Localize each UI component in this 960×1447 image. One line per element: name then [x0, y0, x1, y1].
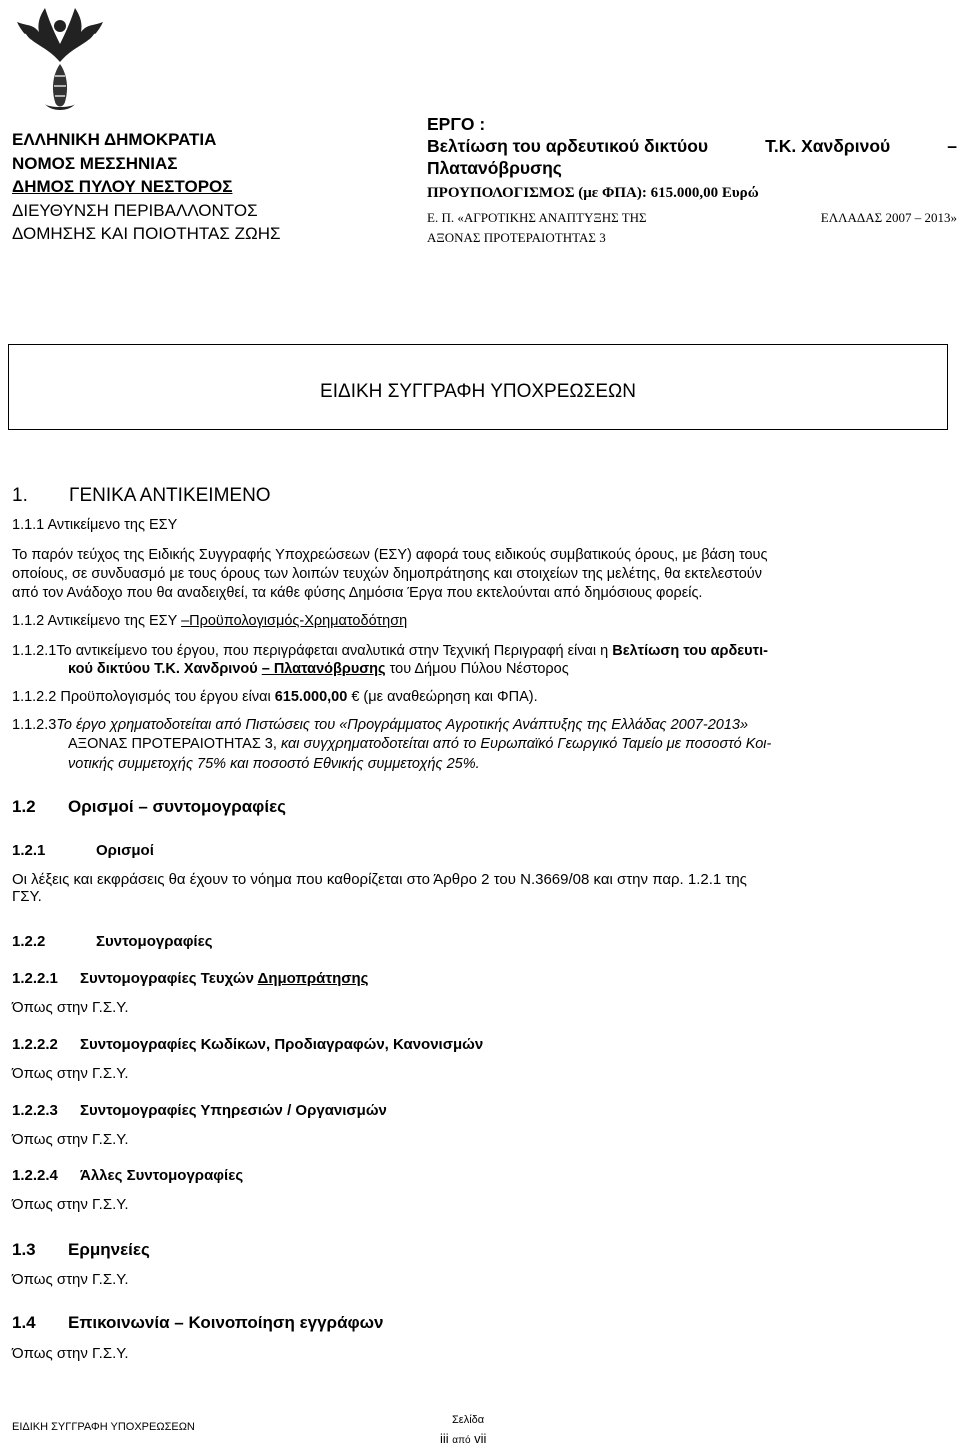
footer-page-word: Σελίδα	[452, 1414, 485, 1426]
s1122-bold: 615.000,00	[274, 689, 352, 705]
s112-heading-b: –Προϋπολογισμός-Χρηματοδότηση	[181, 613, 408, 629]
footer-total-pages: vii	[474, 1431, 487, 1446]
s1221-title-a: Συντομογραφίες Τευχών	[80, 970, 258, 987]
emblem-logo-icon	[15, 4, 105, 116]
document-title-box	[8, 344, 948, 430]
section-1-heading	[12, 485, 271, 507]
s111-body	[12, 546, 767, 603]
s13-body: Όπως στην Γ.Σ.Υ.	[12, 1271, 129, 1288]
s122-title: Συντομογραφίες	[96, 933, 213, 950]
s13-heading	[12, 1240, 150, 1260]
s1223-title: Συντομογραφίες Υπηρεσιών / Οργανισμών	[80, 1102, 387, 1119]
issuer-line-2: ΝΟΜΟΣ ΜΕΣΣΗΝΙΑΣ	[12, 153, 178, 173]
footer-doc-name: ΕΙΔΙΚΗ ΣΥΓΓΡΑΦΗ ΥΠΟΧΡΕΩΣΕΩΝ	[12, 1421, 195, 1433]
s12-title: Ορισμοί – συντομογραφίες	[68, 797, 286, 816]
s121-line-2: ΓΣΥ.	[12, 888, 42, 905]
s1223-body: Όπως στην Γ.Σ.Υ.	[12, 1131, 129, 1148]
s14-number: 1.4	[12, 1313, 36, 1332]
project-title-dash: –	[947, 136, 957, 156]
s112-heading-a: 1.1.2 Αντικείμενο της ΕΣΥ	[12, 613, 182, 629]
project-title-c: Πλατανόβρυσης	[427, 158, 562, 178]
s14-body: Όπως στην Γ.Σ.Υ.	[12, 1345, 129, 1362]
s1123-text-a: Το έργο χρηματοδοτείται από Πιστώσεις του «Προγράμματος Αγροτικής Ανάπτυξης της Ελλάδας 2007-2013»	[56, 717, 749, 733]
s1222-number: 1.2.2.2	[12, 1036, 58, 1053]
s122-heading	[12, 933, 213, 950]
s1221-heading	[12, 970, 368, 987]
issuer-line-1: ΕΛΛΗΝΙΚΗ ΔΗΜΟΚΡΑΤΙΑ	[12, 130, 217, 149]
footer-current-page: iii	[440, 1431, 449, 1446]
s112-heading	[12, 612, 407, 631]
s12-number: 1.2	[12, 797, 36, 816]
issuer-line-4: ΔΙΕΥΘΥΝΣΗ ΠΕΡΙΒΑΛΛΟΝΤΟΣ	[12, 200, 258, 220]
s13-title: Ερμηνείες	[68, 1240, 150, 1259]
s111-heading: 1.1.1 Αντικείμενο της ΕΣΥ	[12, 517, 178, 533]
s1221-title-b: Δημοπράτησης	[257, 970, 369, 987]
s1224-heading	[12, 1167, 243, 1184]
s111-line-2: οποίους, σε συνδυασμό με τους όρους των λοιπών τευχών δημοπράτησης και στοιχείων της μελέτης, θα εκτελεστούν	[12, 566, 762, 582]
s1222-body: Όπως στην Γ.Σ.Υ.	[12, 1065, 129, 1082]
s1224-body: Όπως στην Γ.Σ.Υ.	[12, 1196, 129, 1213]
s1121-line-2	[68, 660, 569, 679]
s1224-number: 1.2.2.4	[12, 1167, 58, 1184]
document-title: ΕΙΔΙΚΗ ΣΥΓΓΡΑΦΗ ΥΠΟΧΡΕΩΣΕΩΝ	[320, 381, 636, 402]
s1121-bold-b: κού δικτύου Τ.Κ. Χανδρινού	[68, 661, 262, 677]
s1221-number: 1.2.2.1	[12, 970, 58, 987]
s13-number: 1.3	[12, 1240, 36, 1259]
s1224-title: Άλλες Συντομογραφίες	[80, 1167, 244, 1184]
project-label: ΕΡΓΟ :	[427, 114, 486, 134]
project-title-b: Τ.Κ. Χανδρινού	[765, 136, 891, 156]
s14-title: Επικοινωνία – Κοινοποίηση εγγράφων	[68, 1313, 384, 1332]
s1123-line-3: νοτικής συμμετοχής 75% και ποσοστό Εθνικής συμμετοχής 25%.	[68, 756, 480, 772]
s1123-number: 1.1.2.3	[12, 717, 57, 733]
s14-heading	[12, 1313, 384, 1333]
issuer-line-5: ΔΟΜΗΣΗΣ ΚΑΙ ΠΟΙΟΤΗΤΑΣ ΖΩΗΣ	[12, 224, 281, 243]
s122-number: 1.2.2	[12, 933, 46, 950]
program-b: ΕΛΛΑΔΑΣ 2007 – 2013»	[820, 210, 957, 225]
s1122-tail: € (με αναθεώρηση και ΦΠΑ).	[351, 689, 538, 705]
s1221-body: Όπως στην Γ.Σ.Υ.	[12, 999, 129, 1016]
issuer-line-3: ΔΗΜΟΣ ΠΥΛΟΥ ΝΕΣΤΟΡΟΣ	[12, 177, 233, 196]
s121-body	[12, 871, 747, 905]
project-title-a: Βελτίωση του αρδευτικού δικτύου	[427, 136, 709, 156]
s1122-para	[12, 688, 538, 707]
s121-number: 1.2.1	[12, 842, 46, 859]
footer-of-word: από	[452, 1435, 471, 1446]
s1123-line-2	[68, 735, 771, 754]
project-budget: ΠΡΟΥΠΟΛΟΓΙΣΜΟΣ (με ΦΠΑ): 615.000,00 Ευρώ	[427, 185, 759, 201]
s1123-text-b1: ΑΞΟΝΑΣ ΠΡΟΤΕΡΑΙΟΤΗΤΑΣ 3,	[68, 736, 281, 752]
program-a: Ε. Π. «ΑΓΡΟΤΙΚΗΣ ΑΝΑΠΤΥΞΗΣ ΤΗΣ	[427, 210, 647, 225]
s1123-text-b2: και συγχρηματοδοτείται από το Ευρωπαϊκό Γεωργικό Ταμείο με ποσοστό Κοι-	[280, 736, 772, 752]
s1121-bold-c: – Πλατανόβρυσης	[261, 661, 386, 677]
s1121-para	[12, 642, 952, 661]
issuer-block	[12, 128, 280, 246]
program-row	[427, 208, 957, 228]
project-block	[427, 113, 957, 248]
program-c: ΑΞΟΝΑΣ ΠΡΟΤΕΡΑΙΟΤΗΤΑΣ 3	[427, 230, 606, 245]
s12-heading	[12, 797, 286, 817]
s1223-heading	[12, 1102, 387, 1119]
s1121-tail: του Δήμου Πύλου Νέστορος	[385, 661, 569, 677]
footer-page-number	[440, 1431, 486, 1446]
s111-line-1: Το παρόν τεύχος της Ειδικής Συγγραφής Υποχρεώσεων (ΕΣΥ) αφορά τους ειδικούς συμβατικούς όρους, με βάση τους	[12, 547, 768, 563]
s1123-line-1	[12, 716, 748, 735]
s1121-number: 1.1.2.1	[12, 643, 57, 659]
s1223-number: 1.2.2.3	[12, 1102, 58, 1119]
s1122-text: 1.1.2.2 Προϋπολογισμός του έργου είναι	[12, 689, 275, 705]
s121-title: Ορισμοί	[96, 842, 154, 859]
s1121-text: Το αντικείμενο του έργου, που περιγράφεται αναλυτικά στην Τεχνική Περιγραφή είναι η	[56, 643, 613, 659]
project-title-row	[427, 135, 957, 157]
section-1-title: ΓΕΝΙΚΑ ΑΝΤΙΚΕΙΜΕΝΟ	[69, 485, 271, 506]
s111-line-3: από τον Ανάδοχο που θα αναδειχθεί, τα κάθε φύσης Δημόσια Έργα που εκτελούνται από δημόσιους φορείς.	[12, 585, 703, 601]
s121-heading	[12, 842, 154, 859]
s1222-heading	[12, 1036, 483, 1053]
s1121-bold-a: Βελτίωση του αρδευτι-	[612, 643, 768, 659]
section-1-number: 1.	[12, 485, 28, 506]
s1222-title: Συντομογραφίες Κωδίκων, Προδιαγραφών, Κανονισμών	[80, 1036, 484, 1053]
s121-line-1: Οι λέξεις και εκφράσεις θα έχουν το νόημα που καθορίζεται στο Άρθρο 2 του Ν.3669/08 και στην παρ. 1.2.1 της	[12, 871, 747, 888]
